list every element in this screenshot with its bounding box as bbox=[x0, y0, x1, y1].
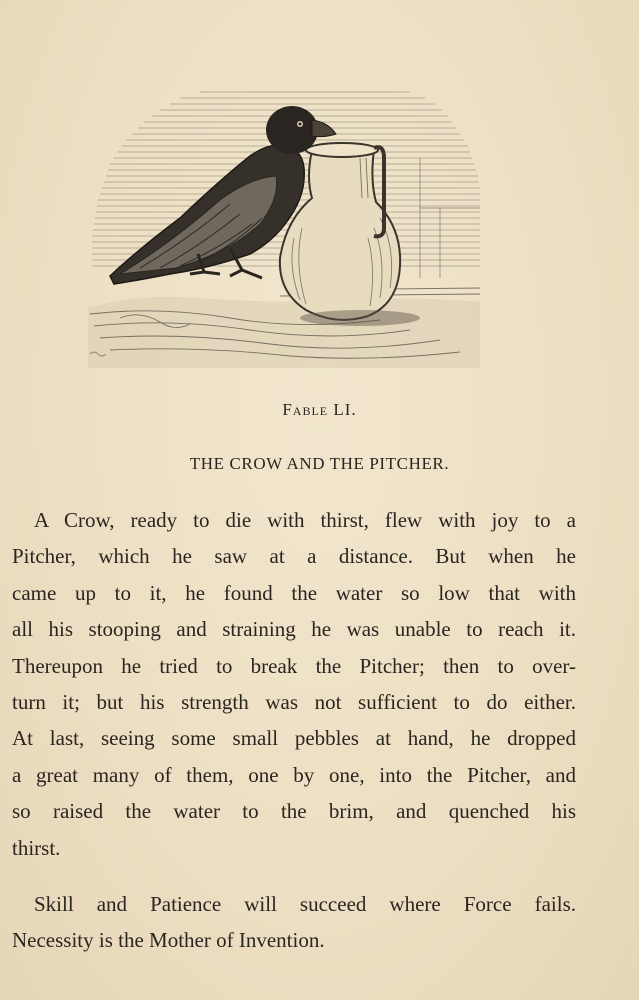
story-line: A Crow, ready to die with thirst, flew with joy to a bbox=[34, 508, 576, 532]
story-line: so raised the water to the brim, and quenched his bbox=[12, 799, 576, 824]
fable-story bbox=[12, 502, 576, 866]
story-line: Pitcher, which he saw at a distance. But when he bbox=[12, 544, 576, 569]
story-line: Thereupon he tried to break the Pitcher; then to over- bbox=[12, 653, 576, 678]
moral-line: Skill and Patience will succeed where Force fails. bbox=[34, 892, 576, 916]
story-line: all his stooping and straining he was unable to reach it. bbox=[12, 617, 576, 642]
fable-title: THE CROW AND THE PITCHER. bbox=[189, 454, 450, 473]
crow-and-pitcher-engraving bbox=[80, 68, 490, 368]
story-line: thirst. bbox=[12, 835, 61, 860]
fable-number: Fable LI. bbox=[282, 400, 357, 419]
fable-moral bbox=[12, 886, 576, 959]
story-line: came up to it, he found the water so low that with bbox=[12, 580, 576, 605]
story-line: a great many of them, one by one, into the Pitcher, and bbox=[12, 762, 576, 787]
story-line: At last, seeing some small pebbles at hand, he dropped bbox=[12, 726, 576, 751]
story-line: turn it; but his strength was not sufficient to do either. bbox=[12, 689, 576, 714]
moral-line: Necessity is the Mother of Invention. bbox=[12, 928, 325, 953]
